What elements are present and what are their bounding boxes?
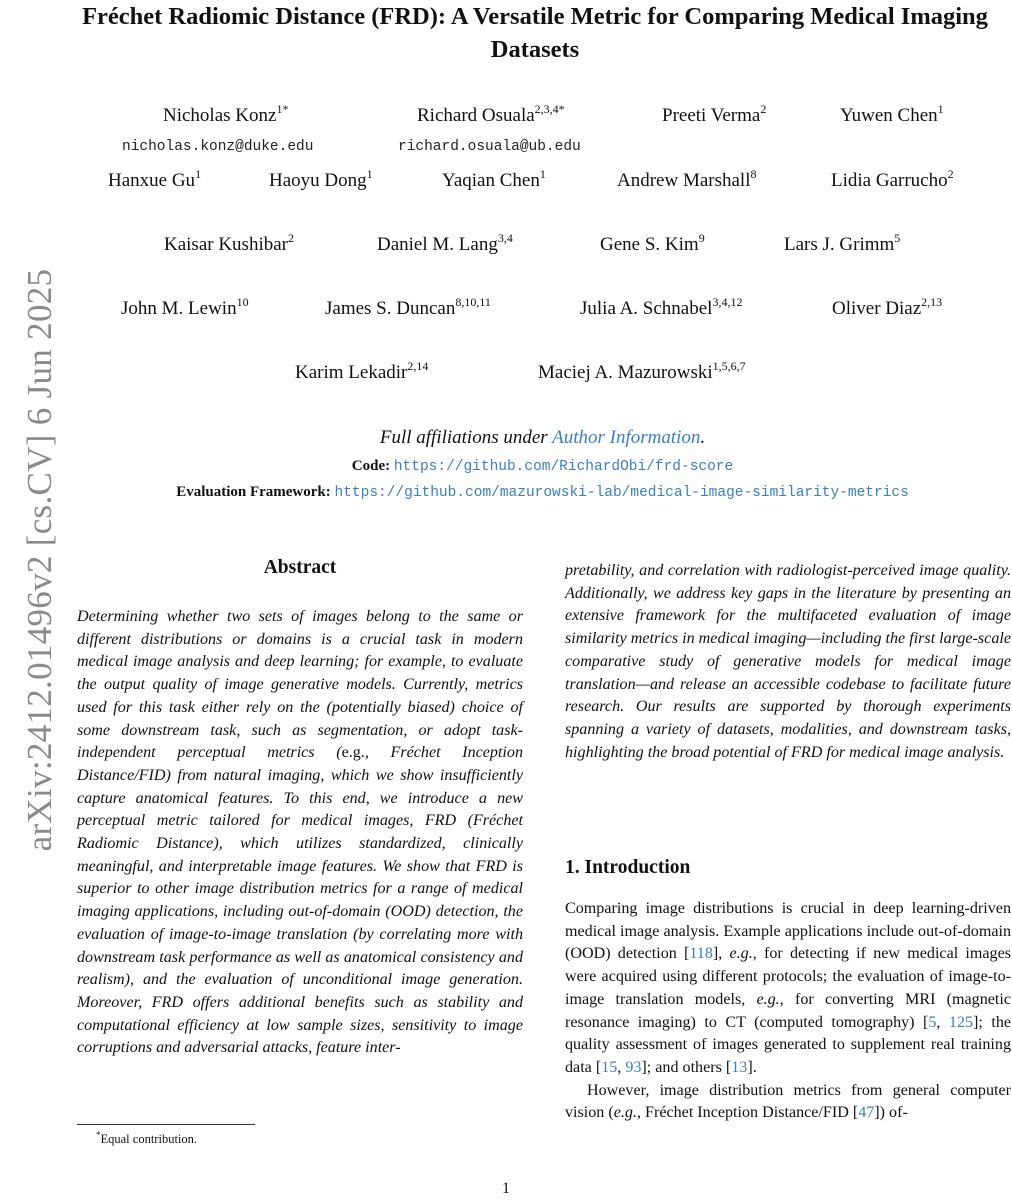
code-line: Code: https://github.com/RichardObi/frd-score [351,458,734,475]
introduction-body [565,898,1011,1125]
author: John M. Lewin$^{10}$ [121,295,249,319]
footnote: *Equal contribution. [96,1130,198,1147]
abstract-right-column: pretability, and correlation with radiologist-perceived image quality. Additionally, we address key gaps in the literature by presenting an extensive framework for the multifaceted evaluation of image similarity metrics in medical imaging—including the first large-scale comparative study of generative models for medical image translation—and release an accessible codebase to facilitate future research. Our results are supported by thorough experiments spanning a variety of datasets, modalities, and downstream tasks, highlighting the broad potential of FRD for medical image analysis. [565,562,1011,761]
author: Nicholas Konz$^{1*}$ [163,102,289,126]
footnote-rule [77,1124,255,1125]
author-row-4 [75,295,1010,328]
paragraph-text: ]) of- [874,1104,908,1122]
author: Yaqian Chen$^1$ [442,167,546,191]
author-information-link[interactable]: Author Information [552,427,701,448]
affiliations-note: Full affiliations under Author Information. [379,427,706,448]
author: Maciej A. Mazurowski$^{1,5,6,7}$ [538,359,746,383]
author: Lars J. Grimm$^5$ [784,231,901,255]
paragraph-text: , Fréchet Inception Distance/FID [ [636,1104,859,1122]
abstract-left-column: Determining whether two sets of images belong to the same or different distributions or domains is a crucial task in modern medical image analysis and deep learning; for example, to evaluate the output quality of image generative models. Currently, metrics used for this task either rely on the (potentially biased) choice of some downstream task, such as segmentation, or adopt task-independent perceptual metrics (e.g., Fréchet Inception Distance/FID) from natural imaging, which we show insufficiently capture anatomical features. To this end, we introduce a new perceptual metric tailored for medical images, FRD (Fréchet Radiomic Distance), which utilizes standardized, clinically meaningful, and interpretable image features. We show that FRD is superior to other image distribution metrics for a range of medical imaging applications, including out-of-domain (OOD) detection, the evaluation of image-to-image translation (by correlating more with downstream task performance as well as anatomical consistency and realism), and the evaluation of unconditional image generation. Moreover, FRD offers additional benefits such as stability and computational efficiency at low sample sizes, sensitivity to image corruptions and adversarial attacks, feature inter- [77,608,524,1057]
eval-framework-line: Evaluation Framework: https://github.com/mazurowski-lab/medical-image-similarity-metrics [176,484,909,501]
author: Gene S. Kim$^9$ [600,231,705,255]
paragraph-text: , for detecting if new medical images were acquired using different protocols; the evaluation of image-to-image translation models, [565,945,1011,1008]
paragraph-text: However, image distribution metrics from general computer vision ( [565,1081,1011,1122]
author: Andrew Marshall$^8$ [617,167,757,191]
paragraph-text: , [936,1013,949,1031]
author: Kaisar Kushibar$^2$ [164,231,294,255]
paragraph-text: ], [712,945,730,963]
author-row-5 [75,359,1010,392]
introduction-heading: 1. Introduction [565,857,691,878]
author-row-1 [75,102,1010,135]
author-email[interactable]: richard.osuala@ub.edu [398,139,581,155]
author: Oliver Diaz$^{2,13}$ [832,295,943,319]
paragraph-text: ]. [747,1058,757,1076]
author: Yuwen Chen$^1$ [840,102,944,126]
intro-paragraph-1 [565,898,1011,1080]
paragraph-text: ]; and others [ [641,1058,732,1076]
citation-link[interactable]: 93 [625,1058,642,1076]
paragraph-text: , [617,1058,626,1076]
author: Preeti Verma$^2$ [662,102,767,126]
author: Richard Osuala$^{2,3,4*}$ [417,102,565,126]
code-url-link[interactable]: https://github.com/RichardObi/frd-score [393,459,734,475]
citation-link[interactable]: 13 [731,1058,748,1076]
citation-link[interactable]: 15 [601,1058,618,1076]
author-email[interactable]: nicholas.konz@duke.edu [122,139,314,155]
citation-link[interactable]: 5 [928,1013,937,1031]
author-row-2 [75,167,1010,200]
abstract-heading: Abstract [263,557,337,578]
paragraph-text: Comparing image distributions is crucial in deep learning-driven medical image analysis. Example applications include out-of-domain (OOD) detection [ [565,900,1011,963]
citation-link[interactable]: 47 [858,1104,875,1122]
paper-title: Fréchet Radiomic Distance (FRD): A Versatile Metric for Comparing Medical Imaging Datasets [82,3,988,63]
citation-link[interactable]: 125 [948,1013,974,1031]
paragraph-text: e.g. [613,1104,637,1122]
author: Karim Lekadir$^{2,14}$ [295,359,429,383]
citation-link[interactable]: 118 [689,945,713,963]
author: Daniel M. Lang$^{3,4}$ [377,231,513,255]
paragraph-text: ]; the quality assessment of images generated to supplement real training data [ [565,1013,1012,1076]
paragraph-text: e.g. [729,945,753,963]
paragraph-text: e.g. [756,990,780,1008]
eval-framework-url-link[interactable]: https://github.com/mazurowski-lab/medical-image-similarity-metrics [334,485,909,501]
author: Hanxue Gu$^1$ [108,167,202,191]
arxiv-stamp: arXiv:2412.01496v2 [cs.CV] 6 Jun 2025 [20,268,59,852]
author: Lidia Garrucho$^2$ [831,167,954,191]
author-row-3 [75,231,1010,264]
author: James S. Duncan$^{8,10,11}$ [325,295,491,319]
intro-paragraph-2 [565,1080,1011,1125]
paragraph-text: , for converting MRI (magnetic resonance imaging) to CT (computed tomography) [ [565,990,1012,1031]
author: Haoyu Dong$^1$ [269,167,373,191]
author: Julia A. Schnabel$^{3,4,12}$ [580,295,743,319]
page-number: 1 [502,1180,510,1197]
